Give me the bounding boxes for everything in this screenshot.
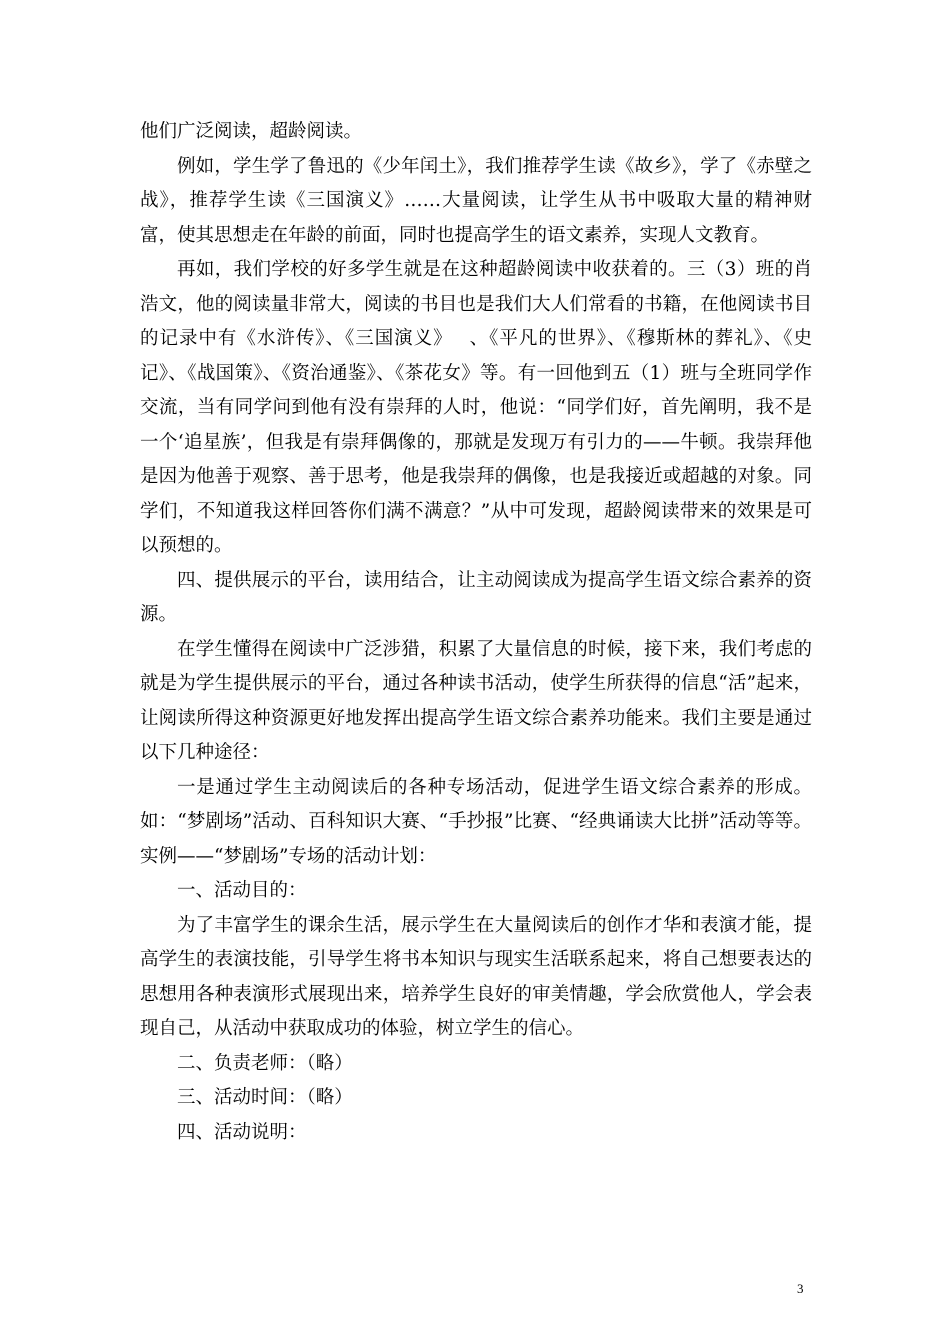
plan-item-description: 四、活动说明： <box>177 1121 307 1143</box>
paragraph-purpose-detail: 为了丰富学生的课余生活，展示学生在大量阅读后的创作才华和表演才能，提高学生的表演技能，引导学生将书本知识与现实生活联系起来，将自己想要表达的思想用各种表演形式展现出来，培养学生良好的审美情趣，学会欣赏他人，学会表现自己，从活动中获取成功的体验，树立学生的信心。 <box>140 914 812 1039</box>
plan-item-purpose: 一、活动目的： <box>177 880 307 901</box>
plan-item-time: 三、活动时间：（略） <box>177 1087 353 1108</box>
paragraph-student-example: 再如，我们学校的好多学生就是在这种超龄阅读中收获着的。三（3）班的肖浩文，他的阅读量非常大，阅读的书目也是我们大人们常看的书籍，在他阅读书目的记录中有《水浒传》、《三国演义》 、《平凡的世界》、《穆斯林的葬礼》、《史记》、《战国策》、《资治通鉴》、《茶花女》等。有一回他到五（1）班与全班同学作交流，当有同学问到他有没有崇拜的人时，他说：“同学们好，首先阐明，我不是一个‘追星族’，但我是有崇拜偶像的，那就是发现万有引力的——牛顿。我崇拜他是因为他善于观察、善于思考，他是我崇拜的偶像，也是我接近或超越的对象。同学们，不知道我这样回答你们满不满意？”从中可发现，超龄阅读带来的效果是可以预想的。 <box>140 259 812 556</box>
paragraph-platform: 在学生懂得在阅读中广泛涉猎，积累了大量信息的时候，接下来，我们考虑的就是为学生提供展示的平台，通过各种读书活动，使学生所获得的信息“活”起来，让阅读所得这种资源更好地发挥出提高学生语文综合素养功能来。我们主要是通过以下几种途径： <box>140 638 812 763</box>
section-heading-four: 四、提供展示的平台，读用结合，让主动阅读成为提高学生语文综合素养的资源。 <box>140 569 812 625</box>
paragraph-activities: 一是通过学生主动阅读后的各种专场活动，促进学生语文综合素养的形成。如：“梦剧场”活动、百科知识大赛、“手抄报”比赛、“经典诵读大比拼”活动等等。实例——“梦剧场”专场的活动计划： <box>140 776 812 867</box>
paragraph-example-reading: 例如，学生学了鲁迅的《少年闰土》，我们推荐学生读《故乡》，学了《赤壁之战》，推荐学生读《三国演义》……大量阅读，让学生从书中吸取大量的精神财富，使其思想走在年龄的前面，同时也提高学生的语文素养，实现人文教育。 <box>140 155 812 246</box>
paragraph-continuation: 他们广泛阅读，超龄阅读。 <box>140 121 363 142</box>
document-body <box>140 115 812 1150</box>
page-number: 3 <box>797 1281 804 1296</box>
plan-item-teacher: 二、负责老师：（略） <box>177 1052 353 1074</box>
